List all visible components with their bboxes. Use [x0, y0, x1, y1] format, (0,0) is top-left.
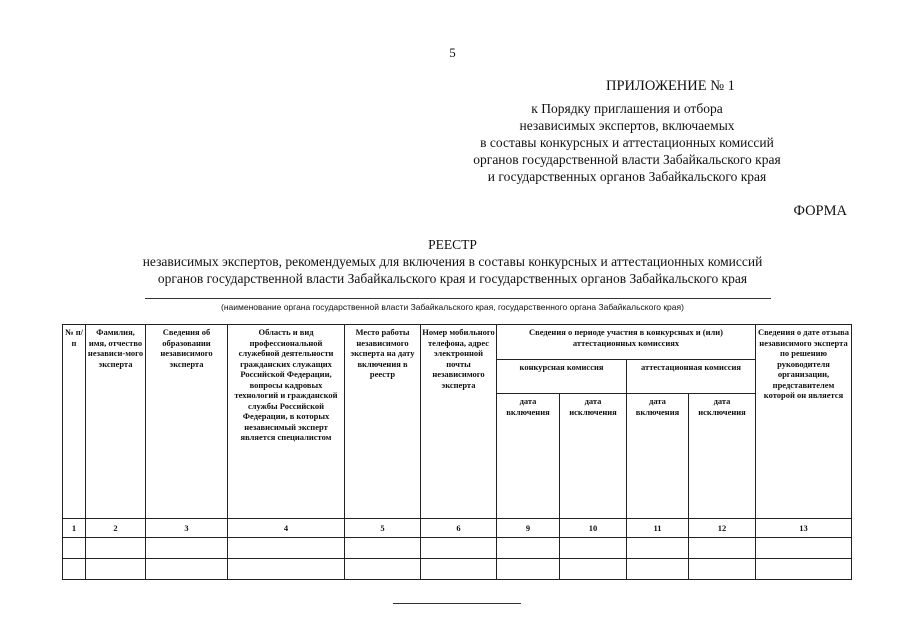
header-contacts: Номер мобильного телефона, адрес электронной почты независимого эксперта — [421, 325, 497, 519]
table-cell — [627, 559, 689, 580]
header-exclusion-date: дата исключения — [689, 394, 756, 519]
form-label: ФОРМА — [793, 203, 847, 219]
page-number: 5 — [449, 45, 456, 60]
registry-subtitle-line: независимых экспертов, рекомендуемых для включения в составы конкурсных и аттестационных комиссий — [142, 254, 763, 269]
table-cell — [63, 559, 86, 580]
header-activity-area: Область и вид профессиональной служебной деятельности гражданских служащих Российской Федерации, вопросы кадровых технологий и гражданской службы Российской Федерации, в которых независимый эксперт является специалистом — [228, 325, 345, 519]
table-row — [63, 559, 852, 580]
column-number: 4 — [228, 519, 345, 538]
column-number: 5 — [345, 519, 421, 538]
table-cell — [86, 559, 146, 580]
column-number: 13 — [756, 519, 852, 538]
registry-subtitle-line: органов государственной власти Забайкальского края и государственных органов Забайкальского края — [157, 271, 748, 286]
column-number: 1 — [63, 519, 86, 538]
table-cell — [497, 559, 560, 580]
header-number: № п/п — [63, 325, 86, 519]
table-cell — [756, 538, 852, 559]
table-row — [63, 538, 852, 559]
org-name-underline — [145, 298, 771, 299]
column-number: 11 — [627, 519, 689, 538]
appendix-line: органов государственной власти Забайкальского края — [473, 152, 781, 167]
table-cell — [497, 538, 560, 559]
header-education: Сведения об образовании независимого эксперта — [146, 325, 228, 519]
table-cell — [146, 538, 228, 559]
table-cell — [560, 538, 627, 559]
table-cell — [689, 538, 756, 559]
table-cell — [689, 559, 756, 580]
header-participation: Сведения о периоде участия в конкурсных и (или) аттестационных комиссиях — [497, 325, 756, 360]
table-cell — [228, 559, 345, 580]
appendix-line: и государственных органов Забайкальского края — [487, 169, 767, 184]
table-cell — [345, 559, 421, 580]
table-cell — [86, 538, 146, 559]
registry-title-block — [0, 236, 905, 287]
column-number: 6 — [421, 519, 497, 538]
header-attestation-commission: аттестационная комиссия — [627, 360, 756, 394]
table-cell — [560, 559, 627, 580]
appendix-line: в составы конкурсных и аттестационных комиссий — [480, 135, 774, 150]
table-cell — [627, 538, 689, 559]
column-number: 2 — [86, 519, 146, 538]
registry-table — [62, 324, 852, 580]
header-full-name: Фамилия, имя, отчество независи-мого эксперта — [86, 325, 146, 519]
table-cell — [228, 538, 345, 559]
appendix-description — [417, 100, 837, 185]
table-cell — [421, 559, 497, 580]
appendix-line: к Порядку приглашения и отбора — [531, 101, 723, 116]
header-inclusion-date: дата включения — [497, 394, 560, 519]
column-number: 9 — [497, 519, 560, 538]
header-competition-commission: конкурсная комиссия — [497, 360, 627, 394]
table-cell — [345, 538, 421, 559]
header-inclusion-date: дата включения — [627, 394, 689, 519]
appendix-title: ПРИЛОЖЕНИЕ № 1 — [606, 78, 735, 94]
table-cell — [63, 538, 86, 559]
header-workplace: Место работы независимого эксперта на дату включения в реестр — [345, 325, 421, 519]
table-cell — [756, 559, 852, 580]
header-revocation: Сведения о дате отзыва независимого эксперта по решению руководителя организации, представителем которой он является — [756, 325, 852, 519]
org-name-caption: (наименование органа государственной власти Забайкальского края, государственного органа Забайкальского края) — [221, 302, 684, 312]
registry-title: РЕЕСТР — [428, 237, 477, 252]
header-exclusion-date: дата исключения — [560, 394, 627, 519]
column-number: 10 — [560, 519, 627, 538]
table-cell — [421, 538, 497, 559]
appendix-line: независимых экспертов, включаемых — [519, 118, 735, 133]
column-number: 12 — [689, 519, 756, 538]
bottom-divider — [393, 603, 521, 604]
table-cell — [146, 559, 228, 580]
column-number: 3 — [146, 519, 228, 538]
